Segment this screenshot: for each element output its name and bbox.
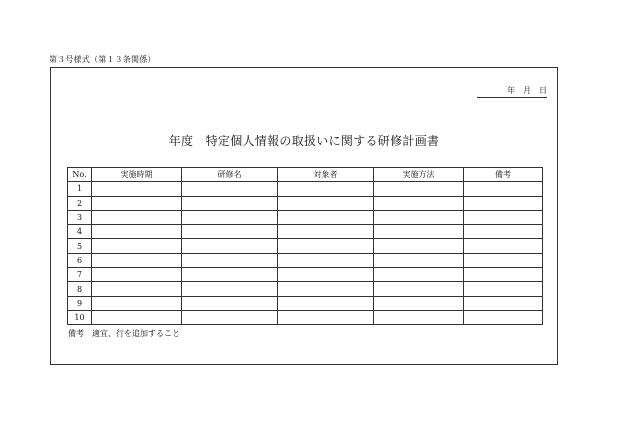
- table-row: [68, 282, 543, 296]
- table-row: [68, 296, 543, 310]
- cell-period[interactable]: [92, 210, 182, 224]
- row-number: 1: [68, 182, 92, 196]
- cell-training-name[interactable]: [182, 182, 278, 196]
- cell-training-name[interactable]: [182, 196, 278, 210]
- table-row: [68, 210, 543, 224]
- table-row: [68, 196, 543, 210]
- form-reference: 第３号様式（第１３条関係）: [49, 55, 156, 64]
- cell-remarks[interactable]: [464, 210, 543, 224]
- remarks-note: 備考 適宜、行を追加すること: [68, 329, 180, 338]
- cell-period[interactable]: [92, 182, 182, 196]
- row-number: 6: [68, 253, 92, 267]
- document-frame: [50, 67, 558, 365]
- cell-target[interactable]: [278, 225, 374, 239]
- cell-remarks[interactable]: [464, 182, 543, 196]
- cell-target[interactable]: [278, 239, 374, 253]
- cell-remarks[interactable]: [464, 296, 543, 310]
- header-no: No.: [68, 168, 92, 182]
- cell-method[interactable]: [374, 268, 464, 282]
- cell-training-name[interactable]: [182, 239, 278, 253]
- cell-target[interactable]: [278, 182, 374, 196]
- row-number: 10: [68, 310, 92, 324]
- table-row: [68, 253, 543, 267]
- row-number: 4: [68, 225, 92, 239]
- row-number: 3: [68, 210, 92, 224]
- row-number: 7: [68, 268, 92, 282]
- header-training-name: 研修名: [182, 168, 278, 182]
- document-title: 年度 特定個人情報の取扱いに関する研修計画書: [168, 134, 440, 148]
- cell-target[interactable]: [278, 296, 374, 310]
- cell-period[interactable]: [92, 282, 182, 296]
- cell-target[interactable]: [278, 282, 374, 296]
- cell-period[interactable]: [92, 310, 182, 324]
- date-line: 年 月 日: [477, 85, 547, 98]
- cell-method[interactable]: [374, 210, 464, 224]
- header-method: 実施方法: [374, 168, 464, 182]
- cell-remarks[interactable]: [464, 239, 543, 253]
- header-remarks: 備考: [464, 168, 543, 182]
- cell-period[interactable]: [92, 196, 182, 210]
- cell-remarks[interactable]: [464, 196, 543, 210]
- cell-remarks[interactable]: [464, 225, 543, 239]
- cell-remarks[interactable]: [464, 253, 543, 267]
- cell-method[interactable]: [374, 196, 464, 210]
- cell-training-name[interactable]: [182, 310, 278, 324]
- cell-method[interactable]: [374, 282, 464, 296]
- cell-remarks[interactable]: [464, 282, 543, 296]
- cell-training-name[interactable]: [182, 268, 278, 282]
- cell-remarks[interactable]: [464, 268, 543, 282]
- cell-period[interactable]: [92, 253, 182, 267]
- table-row: [68, 225, 543, 239]
- cell-target[interactable]: [278, 253, 374, 267]
- row-number: 5: [68, 239, 92, 253]
- cell-training-name[interactable]: [182, 210, 278, 224]
- cell-period[interactable]: [92, 268, 182, 282]
- row-number: 8: [68, 282, 92, 296]
- cell-target[interactable]: [278, 268, 374, 282]
- header-target: 対象者: [278, 168, 374, 182]
- cell-method[interactable]: [374, 182, 464, 196]
- cell-method[interactable]: [374, 239, 464, 253]
- cell-method[interactable]: [374, 296, 464, 310]
- cell-method[interactable]: [374, 225, 464, 239]
- cell-method[interactable]: [374, 253, 464, 267]
- header-period: 実施時期: [92, 168, 182, 182]
- row-number: 9: [68, 296, 92, 310]
- table-row: [68, 182, 543, 196]
- cell-remarks[interactable]: [464, 310, 543, 324]
- cell-training-name[interactable]: [182, 296, 278, 310]
- cell-target[interactable]: [278, 310, 374, 324]
- cell-target[interactable]: [278, 196, 374, 210]
- cell-method[interactable]: [374, 310, 464, 324]
- cell-period[interactable]: [92, 296, 182, 310]
- cell-period[interactable]: [92, 239, 182, 253]
- cell-training-name[interactable]: [182, 225, 278, 239]
- table-row: [68, 310, 543, 324]
- training-plan-table: [67, 167, 543, 325]
- table-row: [68, 268, 543, 282]
- cell-target[interactable]: [278, 210, 374, 224]
- cell-period[interactable]: [92, 225, 182, 239]
- table-header-row: [68, 168, 543, 182]
- cell-training-name[interactable]: [182, 282, 278, 296]
- cell-training-name[interactable]: [182, 253, 278, 267]
- table-row: [68, 239, 543, 253]
- row-number: 2: [68, 196, 92, 210]
